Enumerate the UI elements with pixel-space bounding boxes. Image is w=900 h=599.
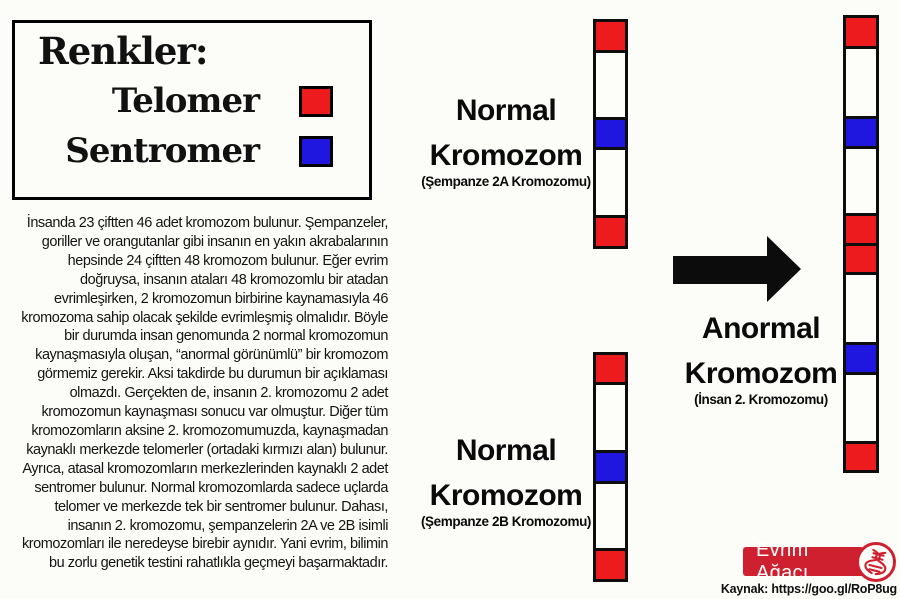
source-link-text: Kaynak: https://goo.gl/RoP8ug xyxy=(720,582,897,596)
telomer-segment xyxy=(596,548,625,579)
color-legend-box xyxy=(12,20,372,200)
legend-row-sentromer xyxy=(65,133,333,169)
legend-label-sentromer: Sentromer xyxy=(65,131,259,171)
label-human-2-line2: Kromozom xyxy=(684,357,838,390)
fusion-arrow-icon xyxy=(673,235,802,308)
dna-logo-badge xyxy=(856,542,896,582)
label-chimp-2b-line1: Normal xyxy=(455,434,557,467)
telomer-segment xyxy=(846,213,876,243)
evrim-agaci-logo-text: Evrim Ağacı xyxy=(756,538,809,584)
label-chimp-2b-subtitle: (Şempanze 2B Kromozomu) xyxy=(420,514,592,529)
label-chimp-2a xyxy=(396,94,616,190)
label-chimp-2b xyxy=(396,434,616,530)
label-chimp-2b-line2: Kromozom xyxy=(429,479,583,512)
label-human-2 xyxy=(666,312,856,408)
dna-helix-icon xyxy=(861,546,892,578)
arm-segment xyxy=(846,146,876,213)
sentromer-color-swatch xyxy=(299,136,333,167)
telomer-segment xyxy=(846,441,876,470)
telomer-segment xyxy=(846,18,876,46)
label-human-2-line1: Anormal xyxy=(701,312,821,345)
telomer-segment xyxy=(596,215,625,246)
label-human-2-subtitle: (İnsan 2. Kromozomu) xyxy=(694,392,828,407)
legend-title: Renkler: xyxy=(38,29,208,73)
legend-row-telomer xyxy=(112,83,333,119)
telomer-color-swatch xyxy=(299,86,333,117)
legend-label-telomer: Telomer xyxy=(111,81,259,121)
evrim-agaci-logo xyxy=(743,538,864,584)
telomer-segment xyxy=(596,22,625,50)
arm-segment xyxy=(846,46,876,116)
telomer-segment xyxy=(596,355,625,382)
explanation-paragraph: İnsanda 23 çiftten 46 adet kromozom bulunur. Şempanzeler, goriller ve orangutanlar gibi insanın en yakın akrabalarının hepsinde 24 çiftten 48 kromozom bulunur. Eğer evrim doğruysa, insanın ataları 48 kromozomlu bir atadan evrimleşirken, 2 kromozomun birbirine kaynamasıyla 46 kromozoma sahip olacak şekilde evrimleşmiş olmalıdır. Böyle bir durumda insan genomunda 2 normal kromozomun kaynaşmasıyla oluşan, “anormal görünümlü” bir kromozom görmemiz gerekir. Aksi takdirde bu durumun bir açıklaması olmazdı. Gerçekten de, insanın 2. kromozomu 2 adet kromozomun kaynaşması sonucu var olmuştur. Diğer tüm kromozomların aksine 2. kromozomumuzda, kaynaşmadan kaynaklı merkezde telomerler (ortadaki kırmızı alan) bulunur. Ayrıca, atasal kromozomların merkezlerinden kaynaklı 2 adet sentromer bulunur. Normal kromozomlarda sadece uçlarda telomer ve merkezde tek bir sentromer bulunur. Dahası, insanın 2. kromozomu, şempanzelerin 2A ve 2B isimli kromozomları ile neredeyse birebir aynıdır. Yani evrim, bilimin bu zorlu genetik testini rahatlıkla geçmeyi başarmaktadır. xyxy=(21,215,388,572)
label-chimp-2a-line1: Normal xyxy=(455,94,557,127)
label-chimp-2a-line2: Kromozom xyxy=(429,139,583,172)
label-chimp-2a-subtitle: (Şempanze 2A Kromozomu) xyxy=(421,174,591,189)
telomer-segment xyxy=(846,243,876,273)
sentromer-segment xyxy=(846,116,876,146)
